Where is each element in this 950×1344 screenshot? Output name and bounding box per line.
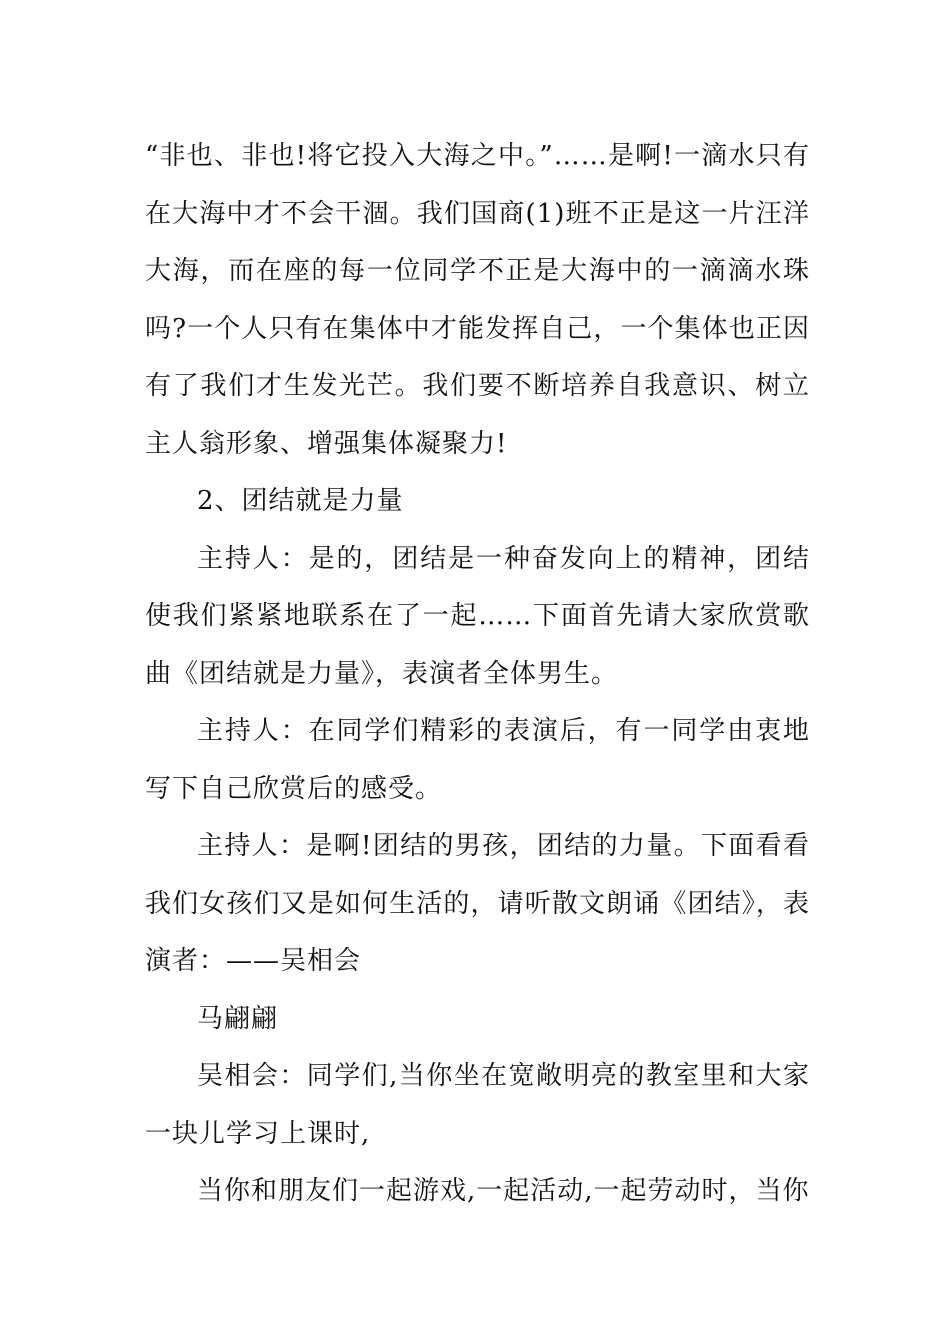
- paragraph-conclusion: “非也、非也!将它投入大海之中。”……是啊!一滴水只有在大海中才不会干涸。我们国商(1)班不正是这一片汪洋大海，而在座的每一位同学不正是大海中的一滴滴水珠吗?一个人只有在集体中才能发挥自己，一个集体也正因有了我们才生发光芒。我们要不断培养自我意识、树立主人翁形象、增强集体凝聚力!: [145, 141, 810, 459]
- paragraph-host-after-performance: 主持人：在同学们精彩的表演后，有一同学由衷地写下自己欣赏后的感受。: [145, 716, 810, 804]
- performer-name: 马翩翩: [197, 1003, 279, 1034]
- paragraph-recitation-line-1: 吴相会：同学们,当你坐在宽敞明亮的教室里和大家一块儿学习上课时,: [145, 1061, 810, 1149]
- section-heading-unity-is-strength: 2、团结就是力量: [197, 486, 404, 516]
- paragraph-recitation-line-2: 当你和朋友们一起游戏,一起活动,一起劳动时，当你: [197, 1176, 810, 1206]
- paragraph-host-recitation-intro: 主持人：是啊!团结的男孩，团结的力量。下面看看我们女孩们又是如何生活的，请听散文朗诵《团结》，表演者：——吴相会: [145, 831, 810, 976]
- paragraph-host-song-intro: 主持人：是的，团结是一种奋发向上的精神，团结使我们紧紧地联系在了一起……下面首先请大家欣赏歌曲《团结就是力量》，表演者全体男生。: [145, 543, 810, 689]
- document-body: [145, 128, 810, 1221]
